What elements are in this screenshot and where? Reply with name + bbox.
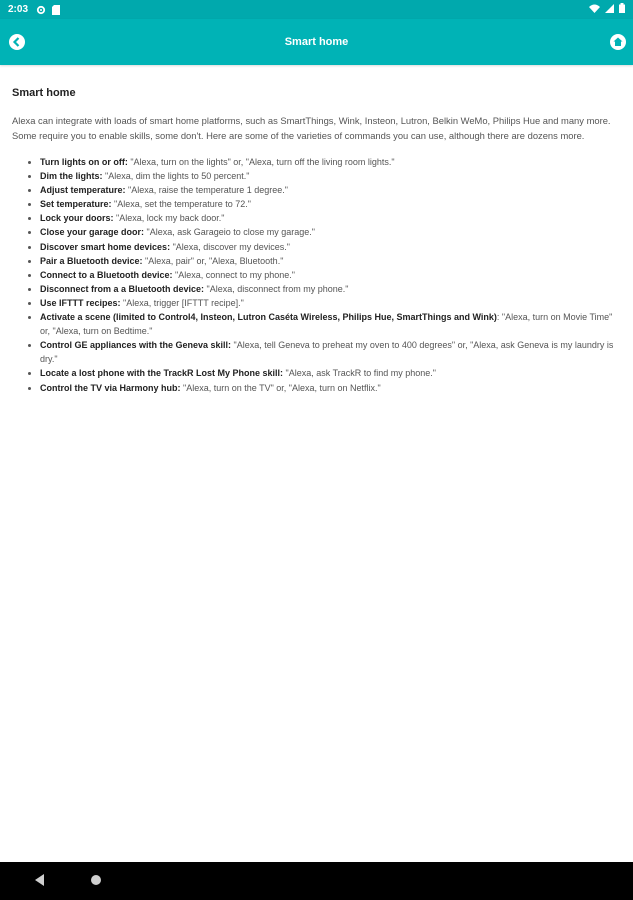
list-item bbox=[40, 240, 622, 254]
list-item bbox=[40, 155, 622, 169]
command-text: "Alexa, ask TrackR to find my phone." bbox=[283, 368, 437, 379]
section-heading: Smart home bbox=[12, 87, 76, 99]
command-label: Pair a Bluetooth device: bbox=[40, 255, 143, 266]
command-label: Dim the lights: bbox=[40, 171, 103, 182]
list-item bbox=[40, 381, 622, 395]
list-item bbox=[40, 211, 622, 225]
status-bar bbox=[0, 0, 633, 19]
list-item bbox=[40, 268, 622, 282]
app-bar bbox=[0, 19, 633, 65]
command-label: Control GE appliances with the Geneva skill: bbox=[40, 340, 232, 351]
command-text: "Alexa, dim the lights to 50 percent." bbox=[102, 171, 250, 182]
back-triangle-icon[interactable] bbox=[33, 873, 45, 892]
list-item bbox=[40, 225, 622, 239]
battery-icon bbox=[619, 3, 625, 16]
command-text: "Alexa, tell Geneva to preheat my oven to 400 degrees" or, "Alexa, ask Geneva is my laundry is dry." bbox=[40, 340, 614, 365]
list-item bbox=[40, 183, 622, 197]
command-label: Control the TV via Harmony hub: bbox=[40, 382, 181, 393]
command-label: Adjust temperature: bbox=[40, 185, 126, 196]
home-icon[interactable] bbox=[609, 33, 627, 51]
command-label: Locate a lost phone with the TrackR Lost My Phone skill: bbox=[40, 368, 284, 379]
command-label: Turn lights on or off: bbox=[40, 157, 128, 167]
command-list bbox=[12, 155, 622, 395]
list-item bbox=[40, 197, 622, 211]
signal-icon bbox=[605, 4, 614, 16]
command-text: "Alexa, ask Garageio to close my garage." bbox=[144, 227, 316, 238]
command-text: "Alexa, connect to my phone." bbox=[172, 269, 295, 280]
command-label: Disconnect from a a Bluetooth device: bbox=[40, 283, 205, 294]
wifi-icon bbox=[589, 4, 600, 16]
status-icons-right bbox=[589, 3, 625, 16]
command-label: Set temperature: bbox=[40, 199, 112, 210]
command-text: : "Alexa, turn on Movie Time" or, "Alexa, turn on Bedtime." bbox=[40, 312, 613, 337]
command-text: "Alexa, turn on the lights" or, "Alexa, turn off the living room lights." bbox=[127, 157, 395, 167]
list-item bbox=[40, 338, 622, 366]
status-time: 2:03 bbox=[8, 4, 29, 15]
command-text: "Alexa, set the temperature to 72." bbox=[111, 199, 251, 210]
command-label: Discover smart home devices: bbox=[40, 241, 171, 252]
list-item bbox=[40, 366, 622, 380]
command-text: "Alexa, turn on the TV" or, "Alexa, turn on Netflix." bbox=[180, 382, 381, 393]
content-area bbox=[12, 65, 622, 395]
intro-paragraph: Alexa can integrate with loads of smart home platforms, such as SmartThings, Wink, Insteon, Lutron, Belkin WeMo, Philips Hue and many more. Some require you to enable skills, some don't. Here are some of the varieties of commands you can use, although there are dozens more. bbox=[12, 115, 611, 141]
back-chevron-icon[interactable] bbox=[8, 33, 26, 51]
list-item bbox=[40, 254, 622, 268]
command-label: Close your garage door: bbox=[40, 227, 145, 238]
list-item bbox=[40, 169, 622, 183]
command-text: "Alexa, raise the temperature 1 degree." bbox=[125, 185, 288, 196]
list-item bbox=[40, 282, 622, 296]
command-text: "Alexa, discover my devices." bbox=[170, 241, 290, 252]
page-title: Smart home bbox=[284, 36, 349, 48]
command-text: "Alexa, lock my back door." bbox=[113, 213, 225, 224]
command-text: "Alexa, pair" or, "Alexa, Bluetooth." bbox=[142, 255, 284, 266]
gear-icon bbox=[36, 5, 46, 15]
sd-card-icon bbox=[52, 5, 60, 15]
command-text: "Alexa, disconnect from my phone." bbox=[204, 283, 349, 294]
list-item bbox=[40, 296, 622, 310]
command-label: Connect to a Bluetooth device: bbox=[40, 269, 173, 280]
command-label: Activate a scene (limited to Control4, Insteon, Lutron Caséta Wireless, Philips Hue, SmartThings and Wink) bbox=[40, 312, 497, 323]
command-text: "Alexa, trigger [IFTTT recipe]." bbox=[120, 297, 244, 308]
command-label: Lock your doors: bbox=[40, 213, 114, 224]
command-label: Use IFTTT recipes: bbox=[40, 297, 121, 308]
home-circle-icon[interactable] bbox=[89, 873, 103, 892]
navigation-bar bbox=[0, 862, 633, 900]
list-item bbox=[40, 310, 622, 338]
